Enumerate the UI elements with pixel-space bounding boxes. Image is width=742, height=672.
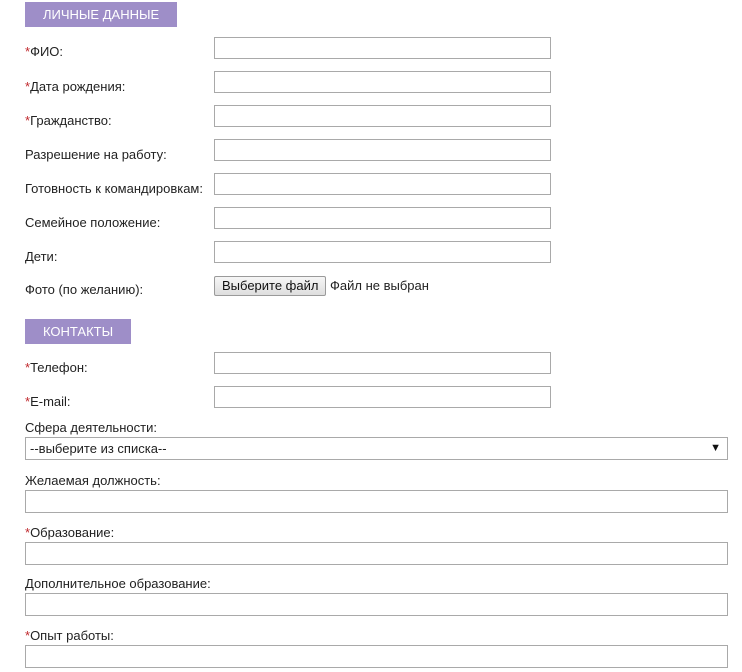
required-mark: * (25, 44, 31, 59)
business-trip-input[interactable] (214, 173, 551, 195)
work-permit-input[interactable] (214, 139, 551, 161)
experience-label (25, 628, 114, 643)
required-mark: * (25, 628, 31, 643)
section-header-contacts: КОНТАКТЫ (25, 319, 131, 344)
work-permit-label: Разрешение на работу: (25, 147, 167, 162)
birthdate-input[interactable] (214, 71, 551, 93)
education-input[interactable] (25, 542, 728, 565)
experience-input[interactable] (25, 645, 728, 668)
fio-label-text: ФИО: (30, 44, 64, 59)
business-trip-label: Готовность к командировкам: (25, 181, 203, 196)
phone-label-text: Телефон: (30, 360, 88, 375)
desired-position-label: Желаемая должность: (25, 473, 161, 488)
marital-status-label: Семейное положение: (25, 215, 161, 230)
dropdown-arrow-icon: ▼ (710, 442, 721, 454)
email-label-text: E-mail: (30, 394, 71, 409)
birthdate-label-text: Дата рождения: (30, 79, 126, 94)
marital-status-input[interactable] (214, 207, 551, 229)
citizenship-label (25, 113, 112, 128)
email-label (25, 394, 71, 409)
required-mark: * (25, 360, 31, 375)
phone-input[interactable] (214, 352, 551, 374)
file-status-text: Файл не выбран (330, 278, 429, 293)
citizenship-label-text: Гражданство: (30, 113, 112, 128)
choose-file-button[interactable]: Выберите файл (214, 276, 326, 296)
additional-education-input[interactable] (25, 593, 728, 616)
required-mark: * (25, 113, 31, 128)
fio-label (25, 44, 63, 59)
birthdate-label (25, 79, 125, 94)
sphere-label: Сфера деятельности: (25, 420, 157, 435)
experience-label-text: Опыт работы: (30, 628, 114, 643)
desired-position-input[interactable] (25, 490, 728, 513)
children-input[interactable] (214, 241, 551, 263)
phone-label (25, 360, 88, 375)
citizenship-input[interactable] (214, 105, 551, 127)
email-input[interactable] (214, 386, 551, 408)
required-mark: * (25, 394, 31, 409)
sphere-select[interactable] (25, 437, 728, 460)
sphere-selected-value: --выберите из списка-- (30, 441, 167, 456)
education-label-text: Образование: (30, 525, 115, 540)
children-label: Дети: (25, 249, 58, 264)
additional-education-label: Дополнительное образование: (25, 576, 211, 591)
required-mark: * (25, 525, 31, 540)
required-mark: * (25, 79, 31, 94)
section-header-personal: ЛИЧНЫЕ ДАННЫЕ (25, 2, 177, 27)
fio-input[interactable] (214, 37, 551, 59)
photo-label: Фото (по желанию): (25, 282, 144, 297)
education-label (25, 525, 114, 540)
